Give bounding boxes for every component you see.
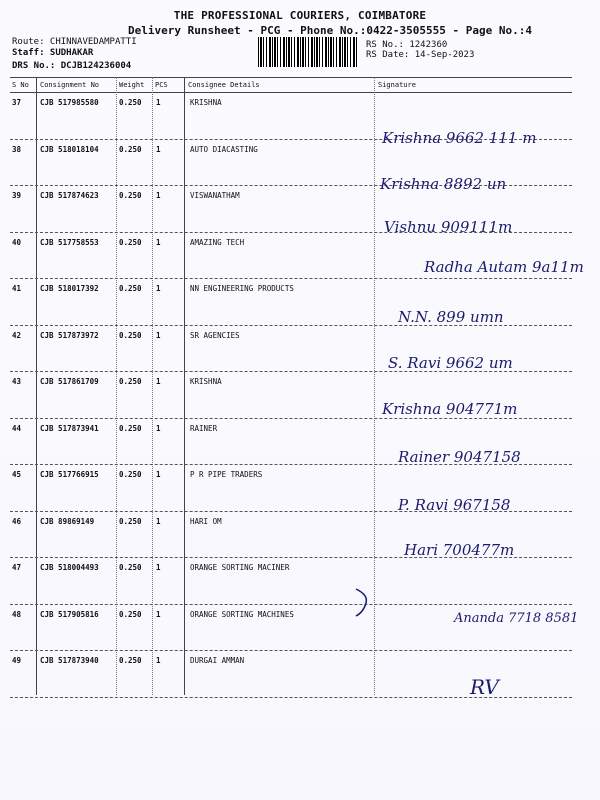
row-pcs: 1 [156, 377, 161, 386]
signature-text: Vishnu 909111m [384, 218, 513, 236]
row-serial-number: 47 [12, 563, 22, 572]
row-weight: 0.250 [119, 191, 142, 200]
row-consignment-number: CJB 89869149 [40, 516, 95, 526]
row-weight: 0.250 [119, 563, 142, 572]
row-serial-number: 41 [12, 284, 22, 293]
row-serial-number: 40 [12, 237, 22, 247]
row-pcs: 1 [156, 423, 161, 433]
column-divider [36, 77, 37, 695]
row-serial-number: 48 [12, 609, 22, 619]
header-consignment-no: Consignment No [40, 81, 100, 89]
row-consignee: ORANGE SORTING MACINER [190, 563, 290, 572]
row-pcs: 1 [156, 470, 161, 479]
row-consignment-number: CJB 517905816 [40, 609, 99, 619]
row-divider [10, 697, 572, 698]
column-divider [374, 77, 375, 695]
row-consignment-number: CJB 518017392 [40, 284, 99, 293]
row-divider [10, 325, 572, 326]
row-divider [10, 139, 572, 140]
row-consignee: KRISHNA [190, 98, 222, 107]
signature-text: Radha Autam 9a11m [424, 258, 584, 276]
row-consignment-number: CJB 517873941 [40, 423, 99, 433]
row-consignment-number: CJB 517758553 [40, 237, 99, 247]
row-serial-number: 43 [12, 377, 22, 386]
signature-text: Krishna 904771m [382, 400, 518, 418]
barcode [258, 37, 358, 67]
signature-text: S. Ravi 9662 um [388, 354, 513, 372]
row-divider [10, 185, 572, 186]
signature-text: Hari 700477m [404, 541, 515, 559]
route-label: Route: CHINNAVEDAMPATTI [12, 37, 137, 47]
signature-text: RV [470, 675, 499, 699]
row-consignment-number: CJB 517873972 [40, 330, 99, 340]
row-pcs: 1 [156, 656, 161, 665]
row-serial-number: 46 [12, 516, 22, 526]
row-weight: 0.250 [119, 330, 142, 340]
row-consignment-number: CJB 518004493 [40, 563, 99, 572]
row-consignee: AUTO DIACASTING [190, 144, 258, 154]
row-weight: 0.250 [119, 237, 142, 247]
row-pcs: 1 [156, 563, 161, 572]
signature-text: Rainer 9047158 [398, 448, 521, 466]
row-consignee: HARI OM [190, 516, 222, 526]
row-serial-number: 38 [12, 144, 22, 154]
row-consignment-number: CJB 517766915 [40, 470, 99, 479]
row-pcs: 1 [156, 516, 161, 526]
row-weight: 0.250 [119, 423, 142, 433]
row-consignee: SR AGENCIES [190, 330, 240, 340]
row-weight: 0.250 [119, 656, 142, 665]
signature-text: P. Ravi 967158 [398, 496, 511, 514]
header-weight: Weight [119, 81, 145, 89]
row-weight: 0.250 [119, 284, 142, 293]
rs-number: RS No.: 1242360 [366, 40, 448, 50]
column-divider [152, 77, 153, 695]
staff-label: Staff: SUDHAKAR [12, 48, 94, 58]
row-divider [10, 604, 572, 605]
row-consignment-number: CJB 518018104 [40, 144, 99, 154]
header-pcs: PCS [155, 81, 168, 89]
row-divider [10, 278, 572, 279]
row-weight: 0.250 [119, 609, 142, 619]
row-serial-number: 39 [12, 191, 22, 200]
row-consignment-number: CJB 517861709 [40, 377, 99, 386]
row-pcs: 1 [156, 284, 161, 293]
row-consignee: NN ENGINEERING PRODUCTS [190, 284, 294, 293]
row-weight: 0.250 [119, 377, 142, 386]
signature-text: N.N. 899 umn [398, 308, 504, 326]
row-weight: 0.250 [119, 470, 142, 479]
row-consignee: P R PIPE TRADERS [190, 470, 263, 479]
row-serial-number: 42 [12, 330, 22, 340]
header-bottom-border [10, 92, 572, 93]
row-pcs: 1 [156, 609, 161, 619]
row-divider [10, 464, 572, 465]
signature-text: Krishna 8892 un [380, 175, 507, 193]
company-title: THE PROFESSIONAL COURIERS, COIMBATORE [173, 9, 427, 22]
table-top-border [10, 77, 572, 78]
row-consignment-number: CJB 517985580 [40, 98, 99, 107]
row-consignee: DURGAI AMMAN [190, 656, 245, 665]
row-serial-number: 37 [12, 98, 22, 107]
header-sno: S No [12, 81, 29, 89]
signature-text: Ananda 7718 8581 [454, 611, 579, 626]
row-consignee: AMAZING TECH [190, 237, 245, 247]
row-divider [10, 371, 572, 372]
row-pcs: 1 [156, 330, 161, 340]
header-signature: Signature [378, 81, 416, 89]
row-consignment-number: CJB 517873940 [40, 656, 99, 665]
row-divider [10, 418, 572, 419]
row-divider [10, 232, 572, 233]
row-consignee: VISWANATHAM [190, 191, 240, 200]
row-divider [10, 511, 572, 512]
runsheet-subtitle: Delivery Runsheet - PCG - Phone No.:0422-3505555 - Page No.:4 [128, 24, 532, 37]
drs-number: DRS No.: DCJB124236004 [12, 61, 132, 71]
row-weight: 0.250 [119, 516, 142, 526]
check-mark-icon [356, 589, 366, 616]
row-weight: 0.250 [119, 144, 142, 154]
row-pcs: 1 [156, 237, 161, 247]
row-serial-number: 49 [12, 656, 22, 665]
row-serial-number: 44 [12, 423, 22, 433]
row-consignee: KRISHNA [190, 377, 222, 386]
row-pcs: 1 [156, 191, 161, 200]
row-serial-number: 45 [12, 470, 22, 479]
row-consignee: ORANGE SORTING MACHINES [190, 609, 294, 619]
row-pcs: 1 [156, 144, 161, 154]
column-divider [116, 77, 117, 695]
rs-date: RS Date: 14-Sep-2023 [366, 50, 475, 60]
row-divider [10, 557, 572, 558]
header-consignee-details: Consignee Details [188, 81, 260, 89]
row-consignment-number: CJB 517874623 [40, 191, 99, 200]
row-consignee: RAINER [190, 423, 218, 433]
row-pcs: 1 [156, 98, 161, 107]
signature-text: Krishna 9662 111 m [382, 129, 537, 147]
row-weight: 0.250 [119, 98, 142, 107]
row-divider [10, 650, 572, 651]
column-divider [184, 77, 185, 695]
